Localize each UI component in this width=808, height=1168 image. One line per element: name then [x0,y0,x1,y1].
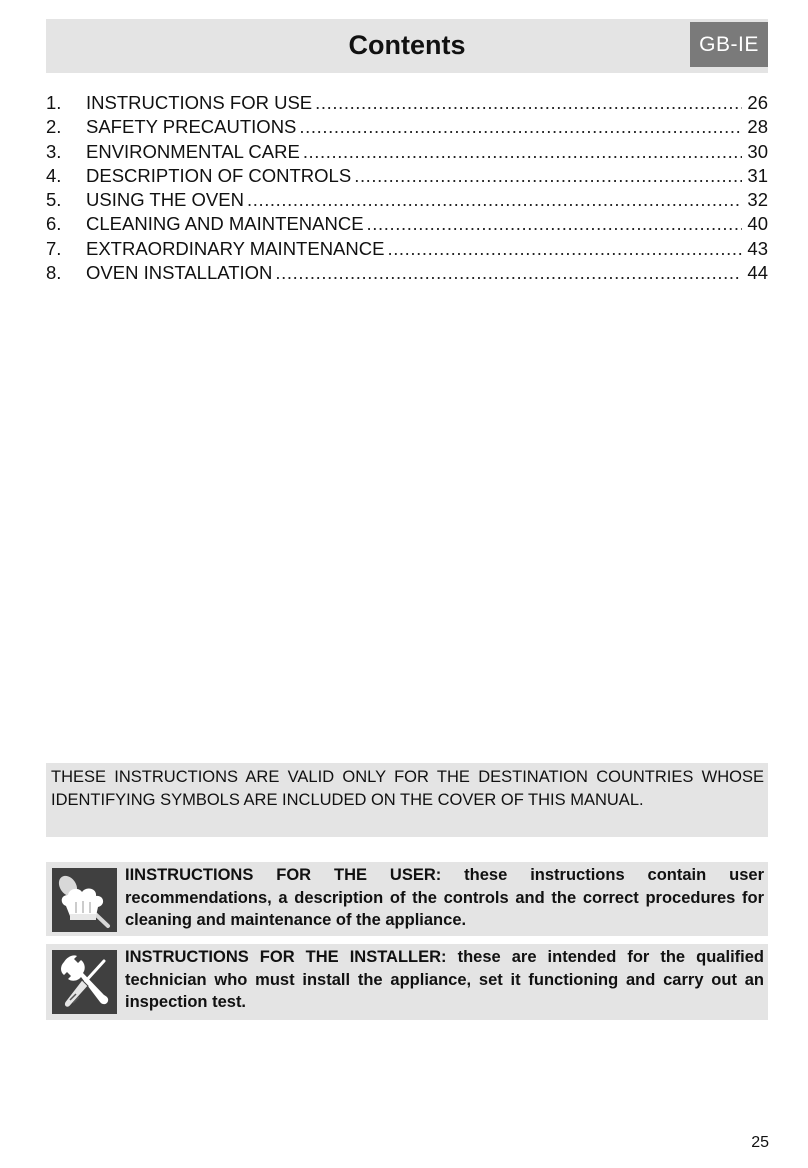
toc-entry[interactable] [46,189,768,213]
chef-hat-spoon-icon [52,868,117,932]
toc-entry-page: 26 [747,92,768,113]
wrench-screwdriver-icon [52,950,117,1014]
toc-entry-number: 8. [46,262,62,284]
toc-entry-number: 3. [46,140,62,162]
toc-entry-number: 4. [46,164,62,186]
user-instructions-text: IINSTRUCTIONS FOR THE USER: these instructions contain user recommendations, a description of the controls and the correct procedures for cleaning and maintenance of the appliance. [125,866,764,929]
toc-entry-title: OVEN INSTALLATION [86,262,273,284]
contents-header [46,19,768,73]
toc-dot-leader [354,165,742,187]
toc-entry[interactable] [46,92,768,116]
toc-entry-page: 32 [747,189,768,211]
toc-entry[interactable] [46,141,768,165]
toc-dot-leader [303,141,742,163]
toc-dot-leader [247,189,742,211]
toc-entry-page: 30 [747,140,768,162]
user-instructions-box [46,862,768,936]
toc-entry-title: USING THE OVEN [86,189,244,211]
toc-entry-number: 2. [46,116,62,138]
toc-dot-leader [299,116,742,138]
language-badge: GB-IE [690,22,768,67]
toc-entry-page: 44 [747,262,768,284]
toc-dot-leader [315,92,742,114]
toc-entry-title: INSTRUCTIONS FOR USE [86,92,313,113]
toc-entry-number: 1. [46,92,62,113]
toc-dot-leader [367,213,742,235]
installer-instructions-text: INSTRUCTIONS FOR THE INSTALLER: these are intended for the qualified technician who must install the appliance, set it functioning and carry out an inspection test. [125,948,764,1011]
page-number: 25 [751,1134,769,1151]
toc-entry[interactable] [46,213,768,237]
toc-entry-page: 40 [747,213,768,235]
installer-instructions-box [46,944,768,1020]
toc-entry[interactable] [46,116,768,140]
toc-entry[interactable] [46,262,768,286]
toc-entry-title: SAFETY PRECAUTIONS [86,116,297,138]
toc-entry-number: 5. [46,189,62,211]
toc-entry-title: DESCRIPTION OF CONTROLS [86,164,352,186]
toc-dot-leader [387,238,742,260]
toc-entry-page: 43 [747,237,768,259]
toc-entry[interactable] [46,165,768,189]
validity-notice: THESE INSTRUCTIONS ARE VALID ONLY FOR THE DESTINATION COUNTRIES WHOSE IDENTIFYING SYMBOLS ARE INCLUDED ON THE COVER OF THIS MANUAL. [46,763,768,837]
toc-entry-number: 7. [46,237,62,259]
toc-entry-title: EXTRAORDINARY MAINTENANCE [86,237,385,259]
table-of-contents [46,92,768,286]
toc-entry-title: CLEANING AND MAINTENANCE [86,213,364,235]
page-title: Contents [348,30,466,60]
toc-entry-number: 6. [46,213,62,235]
toc-entry-page: 31 [747,164,768,186]
toc-dot-leader [275,262,742,284]
toc-entry[interactable] [46,238,768,262]
toc-entry-page: 28 [747,116,768,138]
toc-entry-title: ENVIRONMENTAL CARE [86,140,300,162]
